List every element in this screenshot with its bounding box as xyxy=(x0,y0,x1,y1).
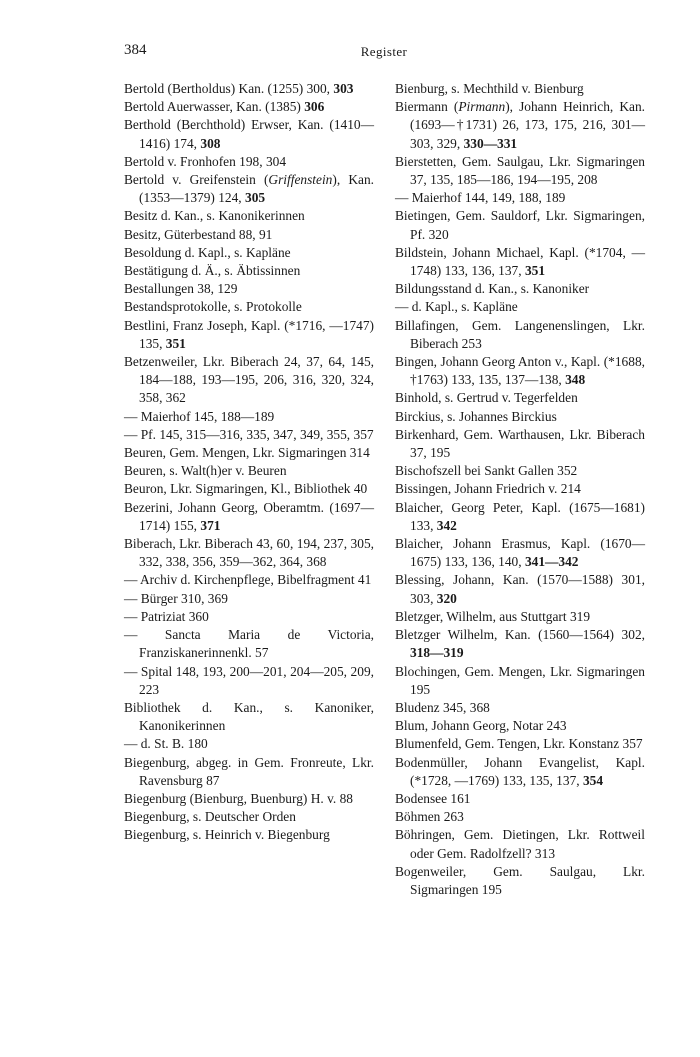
entry-text: Böhringen, Gem. Dietingen, Lkr. Rottweil oder Gem. Radolfzell? 313 xyxy=(395,827,645,861)
index-entry xyxy=(124,808,374,826)
main-reference: 320 xyxy=(436,590,457,606)
main-reference: 351 xyxy=(165,335,186,351)
page-header xyxy=(124,42,644,64)
entry-text: Bodensee 161 xyxy=(395,790,471,806)
index-entry xyxy=(124,480,374,498)
entry-text: — d. St. B. 180 xyxy=(124,736,208,752)
entry-text: ), Johann Heinrich, Kan. (1693—†1731) 26, 173, 175, 216, 301—303, 329, xyxy=(410,99,645,151)
entry-text: — Spital 148, 193, 200—201, 204—205, 209, 223 xyxy=(124,663,374,697)
index-entry xyxy=(124,663,374,699)
entry-text: Bierstetten, Gem. Saulgau, Lkr. Sigmaringen 37, 135, 185—186, 194—195, 208 xyxy=(395,153,645,188)
entry-text: Beuren, s. Walt(h)er v. Beuren xyxy=(124,463,287,479)
entry-text: — Pf. 145, 315—316, 335, 347, 349, 355, 357 xyxy=(124,426,374,442)
main-reference: 342 xyxy=(436,517,457,533)
main-reference: 306 xyxy=(304,99,325,115)
entry-text: Bissingen, Johann Friedrich v. 214 xyxy=(395,481,581,497)
index-entry xyxy=(124,535,374,571)
entry-text: Blaicher, Johann Erasmus, Kapl. (1670—1675) 133, 136, 140, xyxy=(395,536,645,570)
entry-text: Biberach, Lkr. Biberach 43, 60, 194, 237, 305, 332, 338, 356, 359—362, 364, 368 xyxy=(124,536,374,570)
index-entry xyxy=(395,663,645,699)
index-entry xyxy=(395,499,645,535)
index-entry xyxy=(395,244,645,280)
index-entry xyxy=(124,444,374,462)
index-entry xyxy=(395,699,645,717)
index-entry xyxy=(395,408,645,426)
index-entry xyxy=(124,207,374,225)
running-title: Register xyxy=(360,44,408,59)
entry-text: Bestallungen 38, 129 xyxy=(124,281,238,297)
index-entry xyxy=(124,754,374,790)
entry-text: Bestätigung d. Ä., s. Äbtissinnen xyxy=(124,263,301,279)
index-entry xyxy=(124,826,374,844)
index-entry xyxy=(124,462,374,480)
main-reference: 303 xyxy=(333,81,354,96)
entry-text: — Maierhof 145, 188—189 xyxy=(124,408,275,424)
entry-text: Biermann ( xyxy=(395,99,459,115)
entry-text: Bezerini, Johann Georg, Oberamtm. (1697—1714) 155, xyxy=(124,499,374,533)
entry-text: Bludenz 345, 368 xyxy=(395,699,490,715)
entry-text: Billafingen, Gem. Langenenslingen, Lkr. Biberach 253 xyxy=(395,317,645,351)
entry-text: — Patriziat 360 xyxy=(124,608,209,624)
index-entry xyxy=(395,207,645,243)
main-reference: 371 xyxy=(200,517,221,533)
index-entry xyxy=(124,226,374,244)
entry-text: Besoldung d. Kapl., s. Kapläne xyxy=(124,244,291,260)
entry-text: Bietingen, Gem. Sauldorf, Lkr. Sigmaringen, Pf. 320 xyxy=(395,208,645,242)
index-entry xyxy=(124,262,374,280)
index-entry xyxy=(124,80,374,98)
entry-text: Betzenweiler, Lkr. Biberach 24, 37, 64, 145, 184—188, 193—195, 206, 316, 320, 324, 358, 362 xyxy=(124,354,374,406)
page-number: 384 xyxy=(124,42,147,58)
entry-text: Biegenburg, abgeg. in Gem. Fronreute, Lkr. Ravensburg 87 xyxy=(124,754,374,788)
entry-text: — Sancta Maria de Victoria, Franziskanerinnenkl. 57 xyxy=(124,627,374,661)
index-entry xyxy=(395,353,645,389)
entry-text: Beuren, Gem. Mengen, Lkr. Sigmaringen 314 xyxy=(124,445,370,461)
index-entry xyxy=(395,608,645,626)
index-entry xyxy=(124,790,374,808)
index-column-right xyxy=(395,80,645,899)
entry-text: Böhmen 263 xyxy=(395,809,464,825)
main-reference: 305 xyxy=(245,190,266,206)
index-entry xyxy=(395,98,645,153)
index-entry xyxy=(124,735,374,753)
index-entry xyxy=(124,590,374,608)
entry-text: Besitz, Güterbestand 88, 91 xyxy=(124,226,273,242)
index-entry xyxy=(395,480,645,498)
entry-text: Bibliothek d. Kan., s. Kanoniker, Kanonikerinnen xyxy=(124,699,374,734)
index-entry xyxy=(395,535,645,571)
index-entry xyxy=(395,80,645,98)
entry-text: Bienburg, s. Mechthild v. Bienburg xyxy=(395,81,584,96)
entry-text: Biegenburg, s. Heinrich v. Biegenburg xyxy=(124,827,330,843)
entry-text: Berthold (Berchthold) Erwser, Kan. (1410—1416) 174, xyxy=(124,117,374,151)
entry-text: Beuron, Lkr. Sigmaringen, Kl., Bibliothek 40 xyxy=(124,481,368,497)
index-entry xyxy=(124,426,374,444)
index-entry xyxy=(124,699,374,735)
entry-text: Bingen, Johann Georg Anton v., Kapl. (*1688, †1763) 133, 135, 137—138, xyxy=(395,354,645,388)
entry-text: Blaicher, Georg Peter, Kapl. (1675—1681) 133, xyxy=(395,499,645,533)
variant-name: Griffenstein xyxy=(268,172,333,188)
main-reference: 341—342 xyxy=(524,554,579,570)
index-entry xyxy=(395,863,645,899)
entry-text: Biegenburg, s. Deutscher Orden xyxy=(124,809,296,825)
index-entry xyxy=(124,116,374,152)
entry-text: ), Kan. (1353—1379) 124, xyxy=(139,172,374,206)
index-entry xyxy=(395,462,645,480)
index-entry xyxy=(395,826,645,862)
entry-text: Bestlini, Franz Joseph, Kapl. (*1716, —1747) 135, xyxy=(124,317,374,351)
entry-text: Bogenweiler, Gem. Saulgau, Lkr. Sigmaringen 195 xyxy=(395,863,645,897)
entry-text: Besitz d. Kan., s. Kanonikerinnen xyxy=(124,208,305,224)
entry-text: — Bürger 310, 369 xyxy=(124,590,228,606)
index-entry xyxy=(395,790,645,808)
index-entry xyxy=(395,298,645,316)
entry-text: Bletzger, Wilhelm, aus Stuttgart 319 xyxy=(395,608,591,624)
index-entry xyxy=(124,571,374,589)
entry-text: Bletzger Wilhelm, Kan. (1560—1564) 302, xyxy=(395,627,645,643)
main-reference: 348 xyxy=(565,372,586,388)
index-entry xyxy=(124,244,374,262)
entry-text: — Maierhof 144, 149, 188, 189 xyxy=(395,190,566,206)
index-entry xyxy=(124,317,374,353)
entry-text: Bertold v. Greifenstein ( xyxy=(124,172,269,188)
index-entry xyxy=(395,426,645,462)
index-entry xyxy=(124,353,374,408)
entry-text: Bestandsprotokolle, s. Protokolle xyxy=(124,299,302,315)
entry-text: Bildstein, Johann Michael, Kapl. (*1704, —1748) 133, 136, 137, xyxy=(395,244,645,279)
entry-text: Blessing, Johann, Kan. (1570—1588) 301, 303, xyxy=(395,572,645,606)
entry-text: Bertold (Bertholdus) Kan. (1255) 300, xyxy=(124,81,334,96)
entry-text: Blumenfeld, Gem. Tengen, Lkr. Konstanz 357 xyxy=(395,736,643,752)
entry-text: Blochingen, Gem. Mengen, Lkr. Sigmaringen 195 xyxy=(395,663,645,697)
index-entry xyxy=(395,717,645,735)
entry-text: Bildungsstand d. Kan., s. Kanoniker xyxy=(395,281,590,297)
main-reference: 318—319 xyxy=(410,645,464,661)
entry-text: Bertold Auerwasser, Kan. (1385) xyxy=(124,99,305,115)
index-entry xyxy=(395,280,645,298)
entry-text: Biegenburg (Bienburg, Buenburg) H. v. 88 xyxy=(124,790,353,806)
index-entry xyxy=(124,608,374,626)
main-reference: 351 xyxy=(524,263,546,279)
index-column-left xyxy=(124,80,374,845)
index-entry xyxy=(395,317,645,353)
index-entry xyxy=(124,280,374,298)
index-entry xyxy=(395,735,645,753)
variant-name: Pirmann xyxy=(458,99,506,115)
entry-text: Bischofszell bei Sankt Gallen 352 xyxy=(395,463,578,479)
entry-text: — Archiv d. Kirchenpflege, Bibelfragment 41 xyxy=(124,572,372,588)
index-entry xyxy=(124,298,374,316)
index-entry xyxy=(395,754,645,790)
index-entry xyxy=(395,571,645,607)
index-entry xyxy=(124,499,374,535)
index-entry xyxy=(395,389,645,407)
main-reference: 308 xyxy=(200,135,221,151)
entry-text: Bodenmüller, Johann Evangelist, Kapl. (*1728, —1769) 133, 135, 137, xyxy=(395,754,645,788)
index-entry xyxy=(124,171,374,207)
index-entry xyxy=(124,626,374,662)
index-entry xyxy=(395,189,645,207)
entry-text: Birkenhard, Gem. Warthausen, Lkr. Biberach 37, 195 xyxy=(395,426,645,461)
index-entry xyxy=(124,153,374,171)
index-entry xyxy=(395,808,645,826)
entry-text: Binhold, s. Gertrud v. Tegerfelden xyxy=(395,390,578,406)
index-entry xyxy=(124,408,374,426)
index-entry xyxy=(124,98,374,116)
main-reference: 330—331 xyxy=(463,135,518,151)
index-entry xyxy=(395,626,645,662)
entry-text: — d. Kapl., s. Kapläne xyxy=(395,299,518,315)
main-reference: 354 xyxy=(582,772,604,788)
entry-text: Bertold v. Fronhofen 198, 304 xyxy=(124,153,287,169)
index-entry xyxy=(395,153,645,189)
entry-text: Birckius, s. Johannes Birckius xyxy=(395,408,557,424)
entry-text: Blum, Johann Georg, Notar 243 xyxy=(395,718,567,734)
